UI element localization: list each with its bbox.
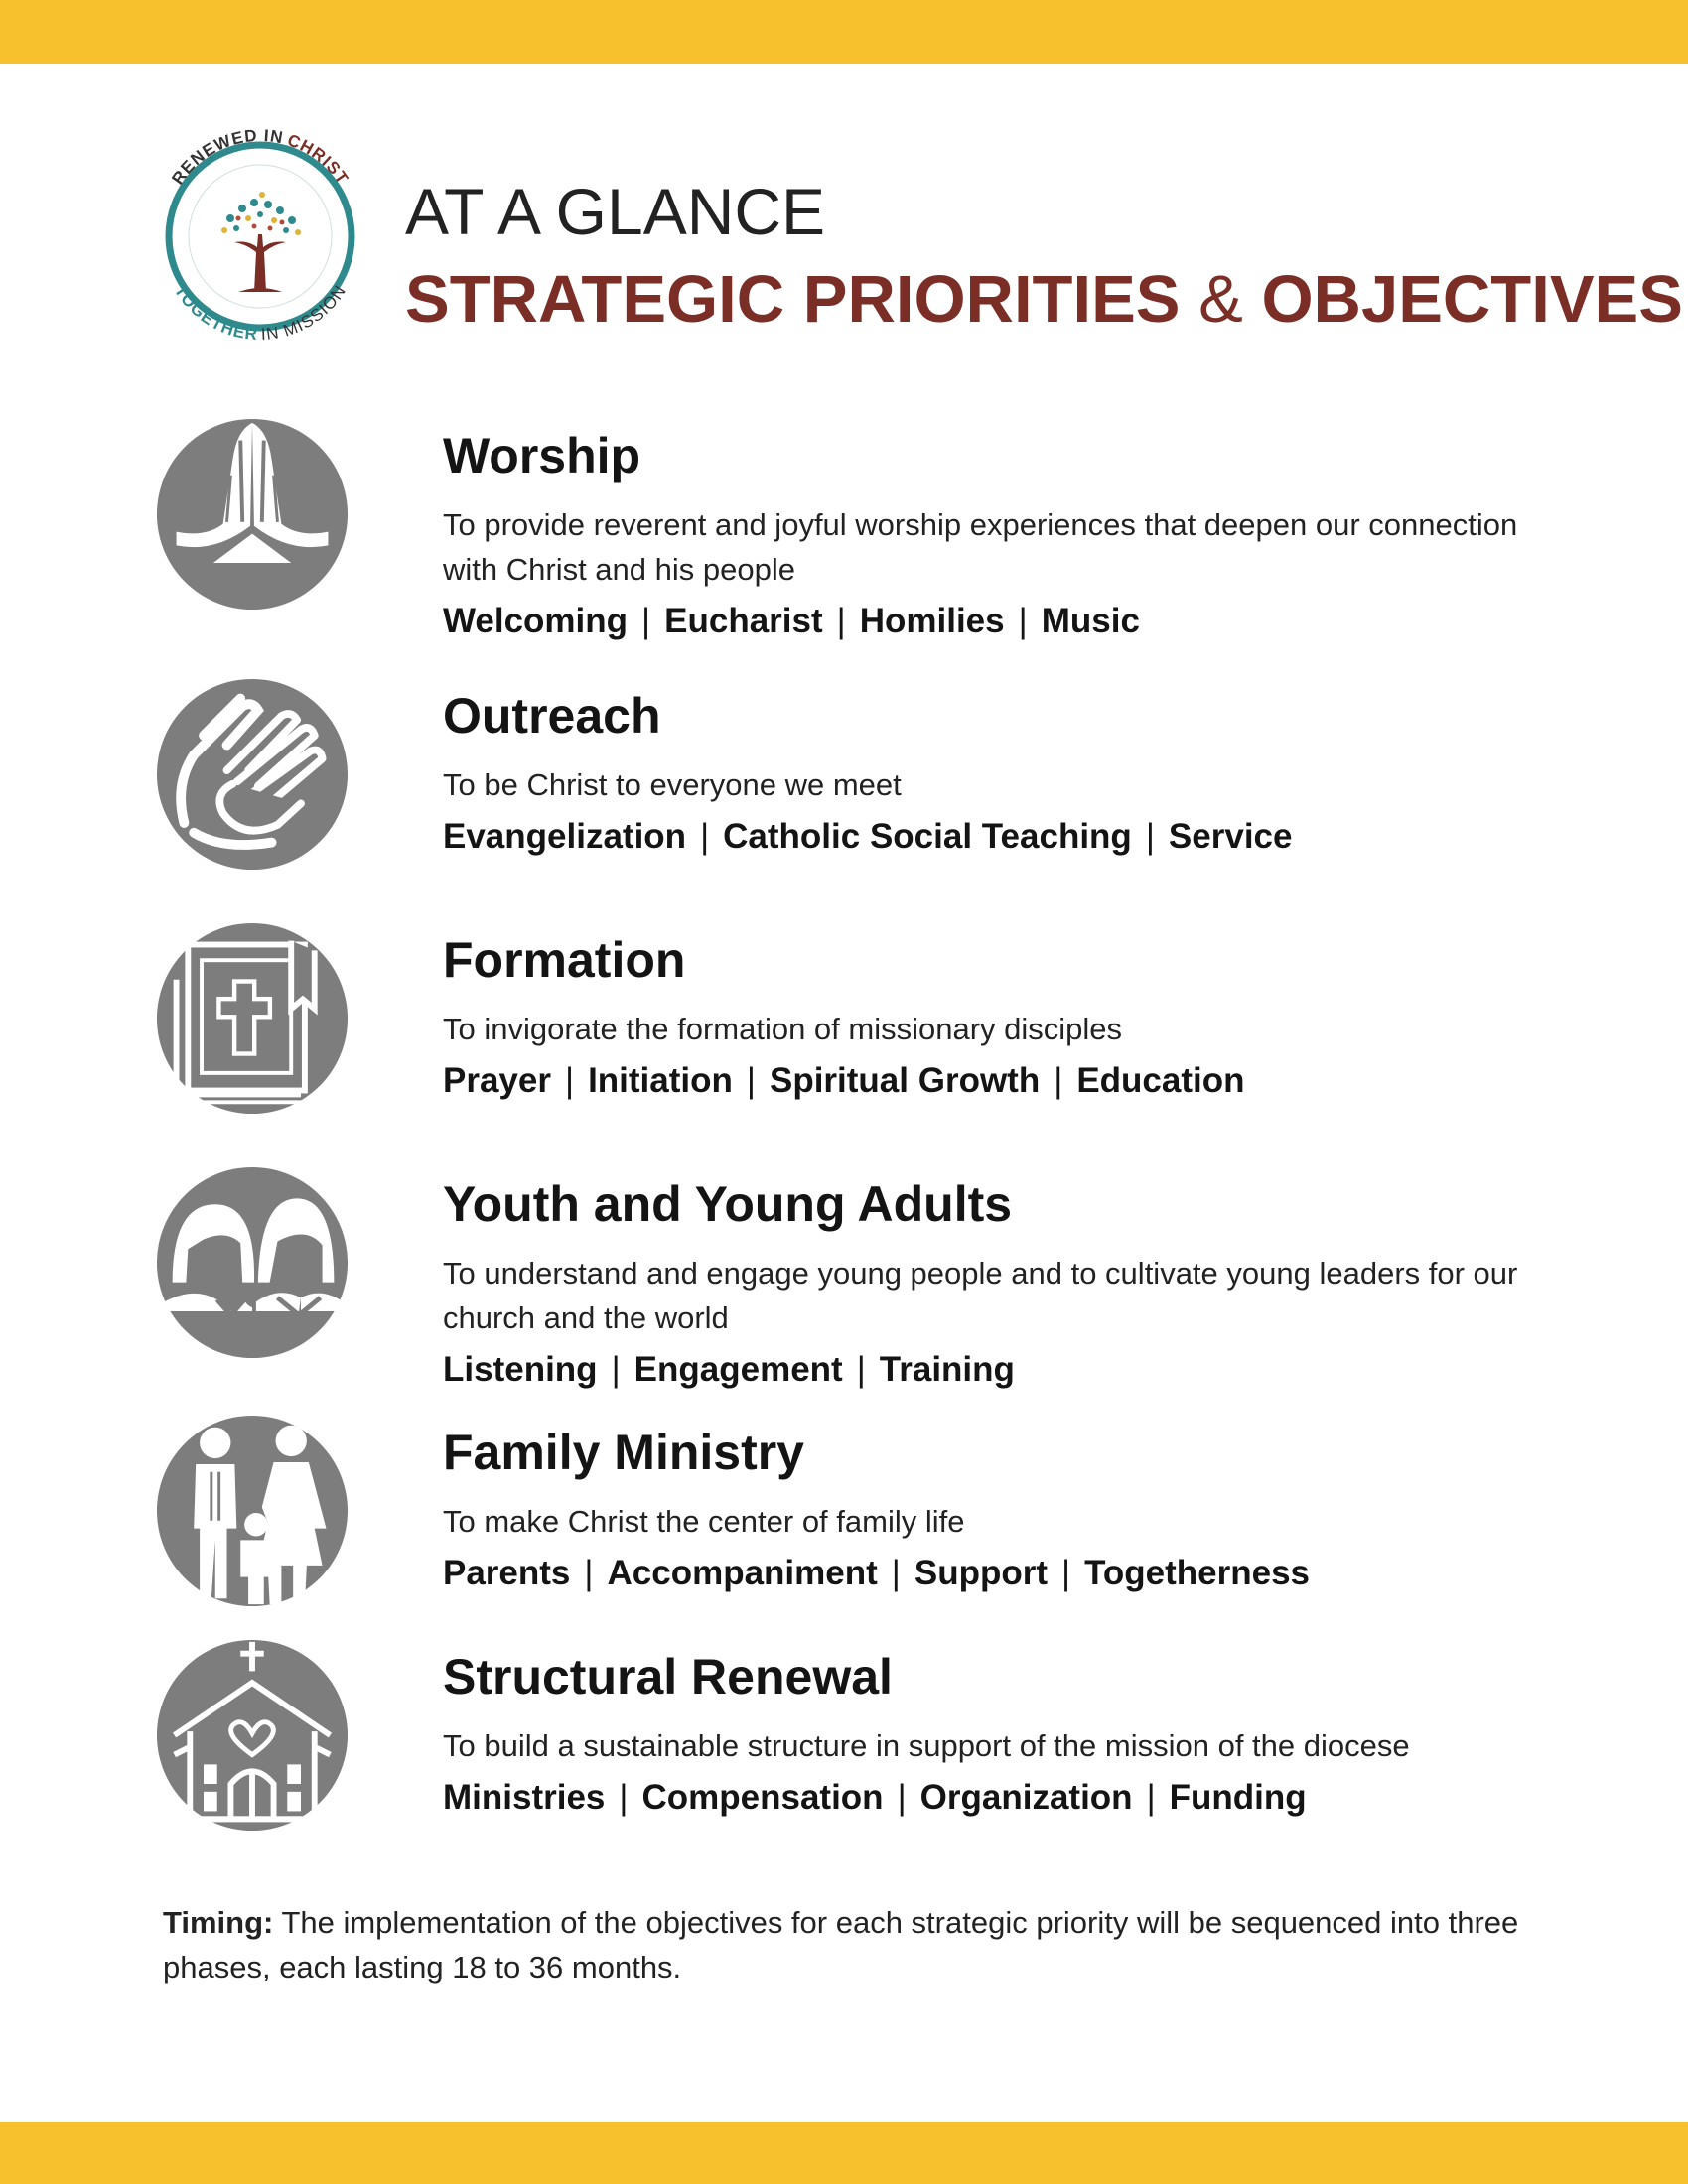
objectives-list: Welcoming | Eucharist | Homilies | Music [443, 602, 1140, 640]
renewed-in-christ-logo [151, 123, 369, 361]
praying-hands-icon [155, 417, 350, 612]
page-title [405, 175, 1683, 337]
priority-structural-renewal: Structural Renewal To build a sustainable structure in support of the mission of the diocese Ministries | Compensation | Organization | Funding [155, 1638, 1565, 1837]
title-strategic-priorities: STRATEGIC PRIORITIES & OBJECTIVES [405, 262, 1683, 337]
priority-outreach: Outreach To be Christ to everyone we meet Evangelization | Catholic Social Teaching | Service [155, 677, 1565, 876]
church-icon [155, 1638, 350, 1833]
priority-youth: Youth and Young Adults To understand and engage young people and to cultivate young leaders for our church and the world Listening | Engagement | Training [155, 1165, 1565, 1364]
objectives-list: Parents | Accompaniment | Support | Togetherness [443, 1554, 1311, 1592]
helping-hands-icon [155, 677, 350, 872]
priority-family: Family Ministry To make Christ the center of family life Parents | Accompaniment | Support | Togetherness [155, 1414, 1565, 1612]
objectives-list: Listening | Engagement | Training [443, 1350, 1015, 1389]
title-at-a-glance: AT A GLANCE [405, 175, 826, 248]
priority-worship: Worship To provide reverent and joyful worship experiences that deepen our connection with Christ and his people Welcoming | Eucharist | Homilies | Music [155, 417, 1565, 615]
svg-text:RENOVADOS EN CRISTO | CANH TÂN: RENOVADOS EN CRISTO | CANH TÂN TRONG ĐỨC KITÔ [198, 150, 323, 184]
top-color-band [0, 0, 1688, 64]
timing-note: Timing: The implementation of the objectives for each strategic priority will be sequenced into three phases, each lasting 18 to 36 months. [163, 1905, 1519, 1984]
svg-text:TOGETHERIN MISSION: TOGETHER IN MISSION [170, 281, 351, 344]
objectives-list: Ministries | Compensation | Organization | Funding [443, 1778, 1307, 1817]
bible-cross-icon [155, 921, 350, 1116]
svg-text:UNIDOS EN LA MISIÓN | ĐỒNG TÂM: UNIDOS EN LA MISIÓN | ĐỒNG TÂM TRONG SỨ MẠNG [201, 288, 320, 319]
objectives-list: Prayer | Initiation | Spiritual Growth | Education [443, 1061, 1245, 1100]
young-people-icon [155, 1165, 350, 1360]
svg-text:RENEWED INCHRIST: RENEWED INCHRIST [168, 125, 352, 189]
family-icon [155, 1414, 350, 1608]
priority-formation: Formation To invigorate the formation of missionary disciples Prayer | Initiation | Spiritual Growth | Education [155, 921, 1565, 1120]
bottom-color-band [0, 2122, 1688, 2184]
objectives-list: Evangelization | Catholic Social Teaching | Service [443, 817, 1293, 856]
